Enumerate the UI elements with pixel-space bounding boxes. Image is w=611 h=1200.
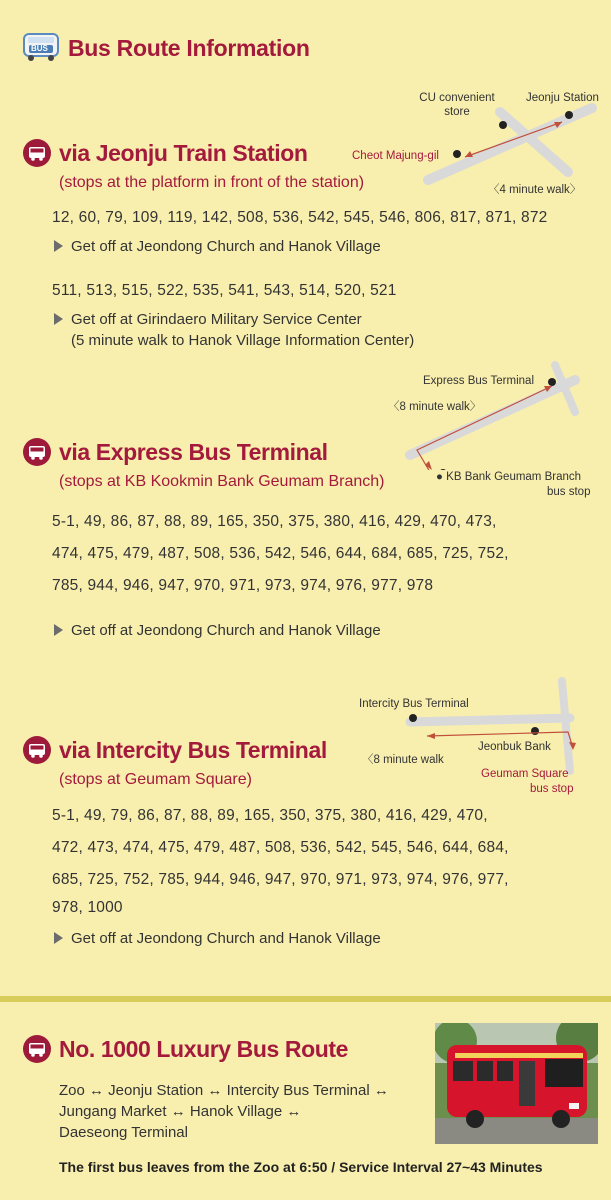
map-label-walk: 〈8 minute walk〉 xyxy=(388,401,482,413)
luxury-route-line: Daeseong Terminal xyxy=(59,1124,188,1141)
section-title-train-station: via Jeonju Train Station xyxy=(59,140,308,166)
route-list: 12, 60, 79, 109, 119, 142, 508, 536, 542, 545, 546, 806, 817, 871, 872 xyxy=(52,209,548,226)
map-label-stop2: bus stop xyxy=(530,783,574,795)
getoff-text: Get off at Girindaero Military Service Center xyxy=(71,311,362,328)
getoff-text: Get off at Jeondong Church and Hanok Village xyxy=(71,622,381,639)
bus-header-icon xyxy=(22,32,60,67)
route-line: 5-1, 49, 79, 86, 87, 88, 89, 165, 350, 375, 380, 416, 429, 470, xyxy=(52,807,488,824)
route-line: 685, 725, 752, 785, 944, 946, 947, 970, 971, 973, 974, 976, 977, xyxy=(52,871,509,888)
getoff-text: Get off at Jeondong Church and Hanok Village xyxy=(71,238,381,255)
section-divider xyxy=(0,996,611,1002)
getoff-note xyxy=(54,930,381,947)
map-label-stop: ● KB Bank Geumam Branch xyxy=(436,471,582,483)
route-line: 785, 944, 946, 947, 970, 971, 973, 974, 976, 977, 978 xyxy=(52,577,434,594)
route-line: 5-1, 49, 86, 87, 88, 89, 165, 350, 375, 380, 416, 429, 470, 473, xyxy=(52,513,497,530)
map-label-stop-name: KB Bank Geumam Branch xyxy=(446,471,582,483)
section-title-intercity-terminal: via Intercity Bus Terminal xyxy=(59,737,327,763)
map-label-street: Cheot Majung-gil xyxy=(352,150,439,162)
bus-icon-label: BUS xyxy=(31,44,48,53)
page-title: Bus Route Information xyxy=(68,35,310,61)
bus-icon xyxy=(22,138,52,173)
getoff-subnote: (5 minute walk to Hanok Village Information Center) xyxy=(71,332,415,349)
route-list: 511, 513, 515, 522, 535, 541, 543, 514, 520, 521 xyxy=(52,282,397,299)
map-label-terminal: Express Bus Terminal xyxy=(423,375,534,387)
luxury-route-line: Zoo ↔ Jeonju Station ↔ Intercity Bus Terminal ↔ xyxy=(59,1082,389,1099)
route-line: 978, 1000 xyxy=(52,899,123,916)
map-label-terminal: Intercity Bus Terminal xyxy=(359,698,469,710)
bus-icon xyxy=(22,1034,52,1069)
luxury-bus-title: No. 1000 Luxury Bus Route xyxy=(59,1036,349,1062)
map-label-store: CU convenient store xyxy=(419,92,495,118)
bus-icon xyxy=(22,437,52,472)
map-label-walk: 〈4 minute walk〉 xyxy=(488,184,582,196)
getoff-note xyxy=(54,238,381,255)
route-line: 472, 473, 474, 475, 479, 487, 508, 536, 542, 545, 546, 644, 684, xyxy=(52,839,509,856)
map-label-stop: Geumam Square xyxy=(481,768,569,780)
getoff-text: Get off at Jeondong Church and Hanok Village xyxy=(71,930,381,947)
triangle-bullet-icon xyxy=(54,240,63,252)
triangle-bullet-icon xyxy=(54,624,63,636)
triangle-bullet-icon xyxy=(54,313,63,325)
getoff-note xyxy=(54,622,381,639)
section-subtitle: (stops at the platform in front of the station) xyxy=(59,174,365,191)
section-subtitle: (stops at Geumam Square) xyxy=(59,771,252,788)
getoff-note xyxy=(54,311,362,328)
map-label-bank: Jeonbuk Bank xyxy=(478,741,551,753)
bus-icon xyxy=(22,735,52,770)
triangle-bullet-icon xyxy=(54,932,63,944)
luxury-schedule: The first bus leaves from the Zoo at 6:50 / Service Interval 27~43 Minutes xyxy=(59,1159,543,1175)
luxury-bus-photo xyxy=(435,1023,598,1144)
map-label-station: Jeonju Station xyxy=(526,92,599,104)
route-line: 474, 475, 479, 487, 508, 536, 542, 546, 644, 684, 685, 725, 752, xyxy=(52,545,509,562)
luxury-route-line: Jungang Market ↔ Hanok Village ↔ xyxy=(59,1103,302,1120)
map-label-walk: 〈8 minute walk xyxy=(362,754,444,766)
map-label-stop2: bus stop xyxy=(547,486,591,498)
section-title-express-terminal: via Express Bus Terminal xyxy=(59,439,328,465)
section-subtitle: (stops at KB Kookmin Bank Geumam Branch) xyxy=(59,473,385,490)
